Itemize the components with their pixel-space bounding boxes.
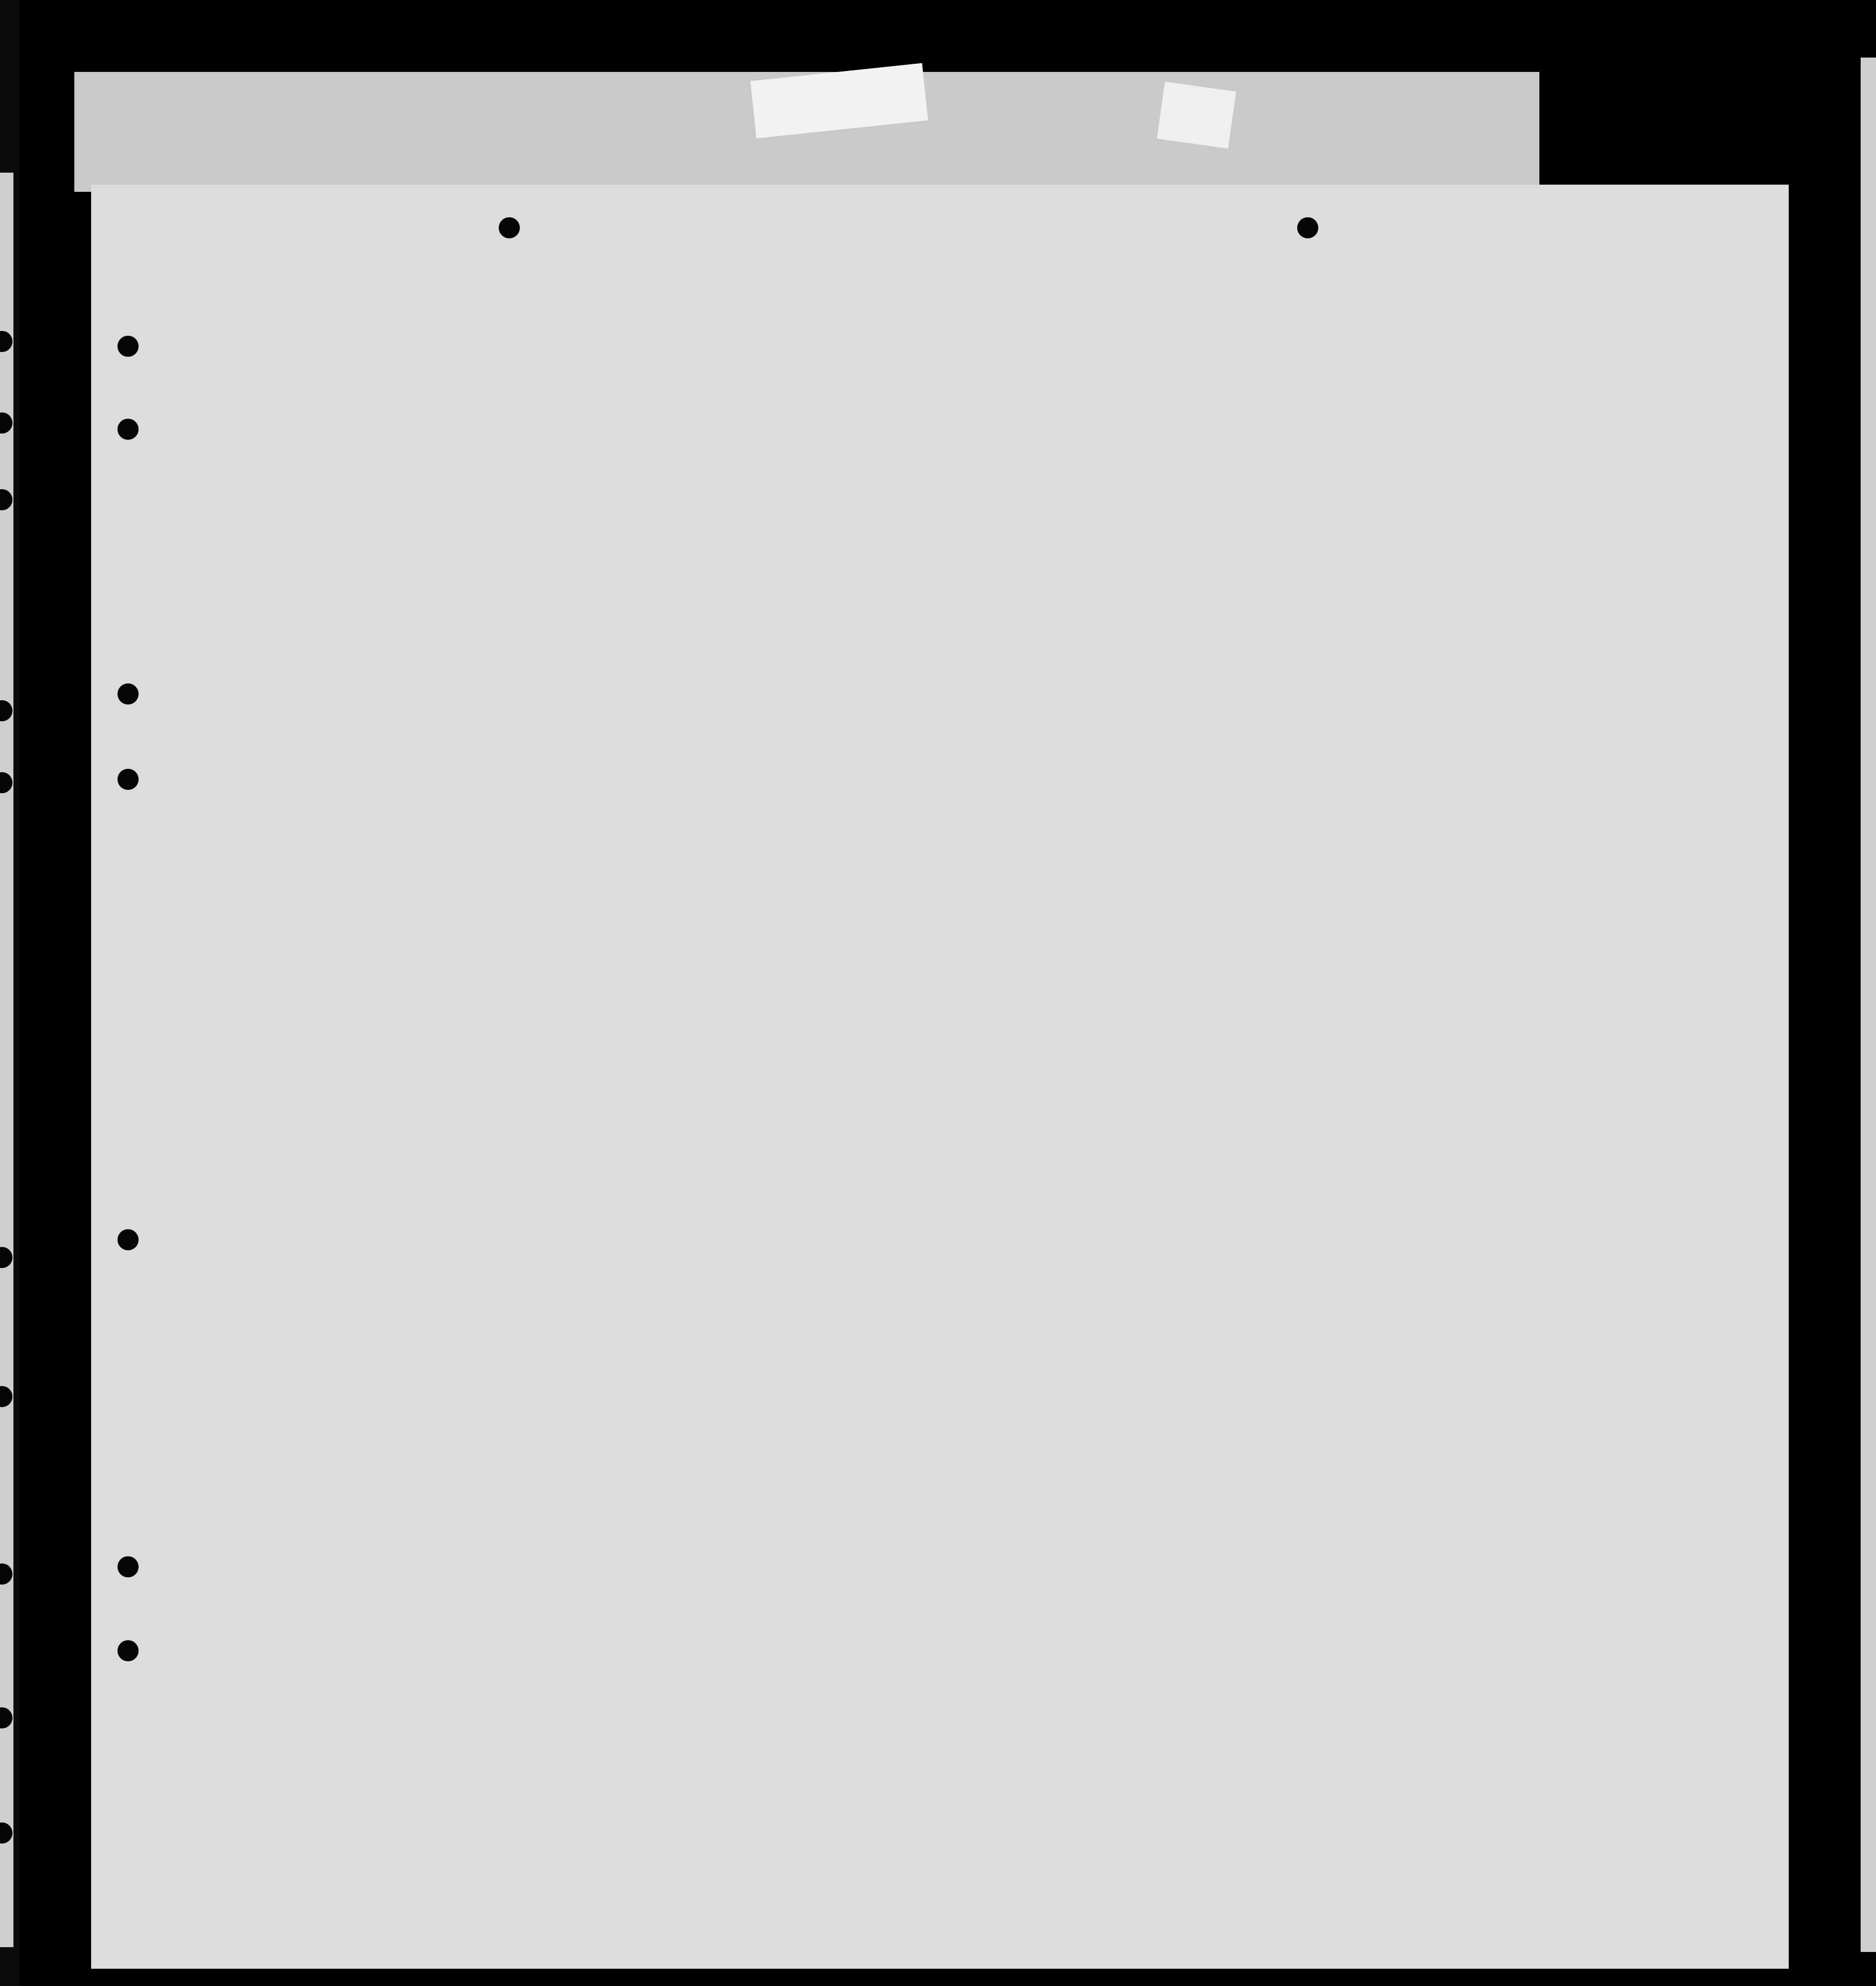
right-sheet-edge — [1861, 58, 1876, 1952]
paper-tear — [1157, 82, 1236, 149]
left-sheet-edge — [0, 173, 13, 1947]
handwritten-check-marks — [91, 185, 1789, 1969]
manifest-sheet — [91, 185, 1789, 1969]
